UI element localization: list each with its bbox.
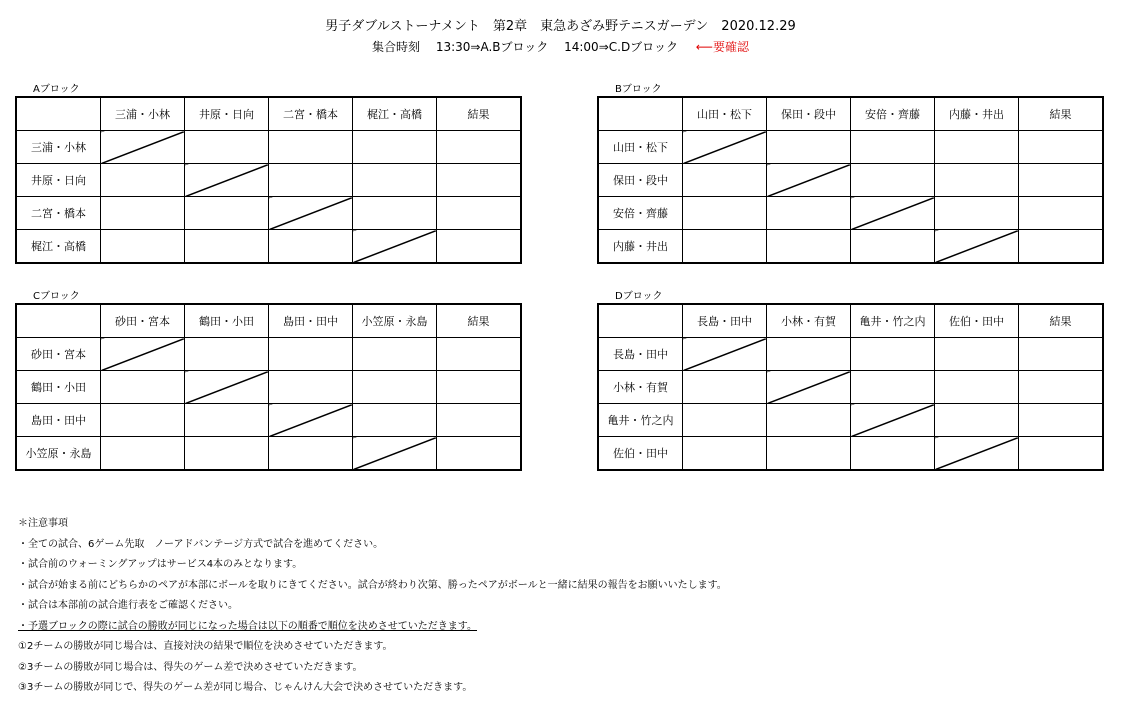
result-cell[interactable]: [437, 404, 522, 437]
col-header: 長島・田中: [683, 304, 767, 338]
score-cell[interactable]: [353, 404, 437, 437]
result-cell[interactable]: [1019, 437, 1104, 471]
self-match-cell: [767, 371, 851, 404]
block-a-table: [15, 96, 522, 264]
score-cell[interactable]: [269, 131, 353, 164]
row-header: 内藤・井出: [598, 230, 683, 264]
result-cell[interactable]: [437, 371, 522, 404]
col-header: 鶴田・小田: [185, 304, 269, 338]
row-header: 砂田・宮本: [16, 338, 101, 371]
col-header: 保田・段中: [767, 97, 851, 131]
col-header: 安倍・齊藤: [851, 97, 935, 131]
score-cell[interactable]: [935, 338, 1019, 371]
score-cell[interactable]: [683, 404, 767, 437]
self-match-cell: [935, 230, 1019, 264]
score-cell[interactable]: [935, 197, 1019, 230]
note-line: ・全ての試合、6ゲーム先取 ノーアドバンテージ方式で試合を進めてください。: [18, 538, 384, 550]
col-header-result: 結果: [1019, 304, 1104, 338]
row-header: 亀井・竹之内: [598, 404, 683, 437]
col-header: 梶江・高橋: [353, 97, 437, 131]
corner-cell: [16, 304, 101, 338]
result-cell[interactable]: [1019, 404, 1104, 437]
note-line: ・試合前のウォーミングアップはサービス4本のみとなります。: [18, 559, 303, 570]
block-c-table: [15, 303, 522, 471]
score-cell[interactable]: [101, 371, 185, 404]
self-match-cell: [101, 131, 185, 164]
result-cell[interactable]: [437, 131, 522, 164]
col-header: 二宮・橋本: [269, 97, 353, 131]
notes-section: [18, 514, 727, 699]
col-header: 亀井・竹之内: [851, 304, 935, 338]
score-cell[interactable]: [683, 437, 767, 471]
notes-heading: ＊注意事項: [18, 518, 68, 529]
col-header-result: 結果: [437, 304, 522, 338]
row-header: 山田・松下: [598, 131, 683, 164]
self-match-cell: [185, 371, 269, 404]
self-match-cell: [935, 437, 1019, 471]
meeting-label: 集合時刻: [371, 40, 420, 54]
row-header: 長島・田中: [598, 338, 683, 371]
self-match-cell: [683, 131, 767, 164]
result-cell[interactable]: [437, 338, 522, 371]
col-header: 島田・田中: [269, 304, 353, 338]
score-cell[interactable]: [353, 338, 437, 371]
col-header-result: 結果: [437, 97, 522, 131]
col-header: 小笠原・永島: [353, 304, 437, 338]
score-cell[interactable]: [185, 230, 269, 264]
col-header: 三浦・小林: [101, 97, 185, 131]
note-line: ・試合は本部前の試合進行表をご確認ください。: [18, 600, 238, 611]
score-cell[interactable]: [185, 197, 269, 230]
row-header: 小林・有賀: [598, 371, 683, 404]
result-cell[interactable]: [437, 164, 522, 197]
col-header-result: 結果: [1019, 97, 1104, 131]
score-cell[interactable]: [683, 371, 767, 404]
note-line: ③3チームの勝敗が同じで、得失のゲーム差が同じ場合、じゃんけん大会で決めさせていただきます。: [18, 682, 473, 693]
self-match-cell: [851, 197, 935, 230]
score-cell[interactable]: [767, 230, 851, 264]
result-cell[interactable]: [1019, 131, 1104, 164]
meeting-time: [0, 38, 1121, 55]
score-cell[interactable]: [185, 338, 269, 371]
self-match-cell: [851, 404, 935, 437]
score-cell[interactable]: [185, 437, 269, 471]
row-header: 安倍・齊藤: [598, 197, 683, 230]
col-header: 小林・有賀: [767, 304, 851, 338]
score-cell[interactable]: [101, 230, 185, 264]
row-header: 三浦・小林: [16, 131, 101, 164]
score-cell[interactable]: [851, 164, 935, 197]
score-cell[interactable]: [101, 404, 185, 437]
result-cell[interactable]: [1019, 197, 1104, 230]
score-cell[interactable]: [269, 437, 353, 471]
score-cell[interactable]: [101, 437, 185, 471]
result-cell[interactable]: [1019, 164, 1104, 197]
score-cell[interactable]: [851, 230, 935, 264]
block-a-label: Aブロック: [33, 84, 80, 95]
score-cell[interactable]: [935, 131, 1019, 164]
col-header: 井原・日向: [185, 97, 269, 131]
corner-cell: [598, 304, 683, 338]
score-cell[interactable]: [683, 197, 767, 230]
score-cell[interactable]: [767, 197, 851, 230]
score-cell[interactable]: [851, 338, 935, 371]
score-cell[interactable]: [353, 164, 437, 197]
score-cell[interactable]: [185, 404, 269, 437]
col-header: 佐伯・田中: [935, 304, 1019, 338]
result-cell[interactable]: [1019, 230, 1104, 264]
score-cell[interactable]: [767, 404, 851, 437]
self-match-cell: [269, 197, 353, 230]
col-header: 山田・松下: [683, 97, 767, 131]
corner-cell: [16, 97, 101, 131]
block-d-table: [597, 303, 1104, 471]
row-header: 保田・段中: [598, 164, 683, 197]
score-cell[interactable]: [935, 164, 1019, 197]
score-cell[interactable]: [683, 164, 767, 197]
col-header: 砂田・宮本: [101, 304, 185, 338]
score-cell[interactable]: [767, 437, 851, 471]
row-header: 鶴田・小田: [16, 371, 101, 404]
self-match-cell: [353, 230, 437, 264]
score-cell[interactable]: [101, 197, 185, 230]
result-cell[interactable]: [437, 230, 522, 264]
note-line-underlined: ・予選ブロックの際に試合の勝敗が同じになった場合は以下の順番で順位を決めさせていただきます。: [18, 620, 477, 632]
score-cell[interactable]: [269, 371, 353, 404]
row-header: 井原・日向: [16, 164, 101, 197]
self-match-cell: [101, 338, 185, 371]
score-cell[interactable]: [767, 338, 851, 371]
score-cell[interactable]: [353, 371, 437, 404]
self-match-cell: [185, 164, 269, 197]
row-header: 小笠原・永島: [16, 437, 101, 471]
corner-cell: [598, 97, 683, 131]
score-cell[interactable]: [935, 404, 1019, 437]
score-cell[interactable]: [185, 131, 269, 164]
meeting-ab: 13:30⇒A.Bブロック: [435, 40, 549, 54]
score-cell[interactable]: [269, 230, 353, 264]
row-header: 佐伯・田中: [598, 437, 683, 471]
score-cell[interactable]: [353, 131, 437, 164]
page-title: 男子ダブルストーナメント 第2章 東急あざみ野テニスガーデン 2020.12.29: [325, 19, 796, 34]
self-match-cell: [683, 338, 767, 371]
result-cell[interactable]: [1019, 338, 1104, 371]
note-line: ②3チームの勝敗が同じ場合は、得失のゲーム差で決めさせていただきます。: [18, 661, 363, 673]
self-match-cell: [353, 437, 437, 471]
score-cell[interactable]: [851, 437, 935, 471]
score-cell[interactable]: [683, 230, 767, 264]
self-match-cell: [269, 404, 353, 437]
block-d-label: Dブロック: [615, 291, 663, 302]
note-line: ①2チームの勝敗が同じ場合は、直接対決の結果で順位を決めさせていただきます。: [18, 641, 393, 652]
meeting-cd: 14:00⇒C.Dブロック: [564, 40, 678, 54]
block-b-label: Bブロック: [615, 84, 662, 95]
block-b-table: [597, 96, 1104, 264]
score-cell[interactable]: [935, 371, 1019, 404]
score-cell[interactable]: [767, 131, 851, 164]
note-line: ・試合が始まる前にどちらかのペアが本部にボールを取りにきてください。試合が終わり次第、勝ったペアがボールと一緒に結果の報告をお願いいたします。: [18, 579, 727, 591]
result-cell[interactable]: [437, 197, 522, 230]
block-c-label: Cブロック: [33, 291, 80, 302]
score-cell[interactable]: [851, 131, 935, 164]
result-cell[interactable]: [437, 437, 522, 471]
score-cell[interactable]: [353, 197, 437, 230]
row-header: 島田・田中: [16, 404, 101, 437]
score-cell[interactable]: [851, 371, 935, 404]
confirm-note: ⟵要確認: [695, 40, 749, 54]
score-cell[interactable]: [269, 338, 353, 371]
score-cell[interactable]: [101, 164, 185, 197]
row-header: 梶江・高橋: [16, 230, 101, 264]
row-header: 二宮・橋本: [16, 197, 101, 230]
result-cell[interactable]: [1019, 371, 1104, 404]
col-header: 内藤・井出: [935, 97, 1019, 131]
self-match-cell: [767, 164, 851, 197]
score-cell[interactable]: [269, 164, 353, 197]
